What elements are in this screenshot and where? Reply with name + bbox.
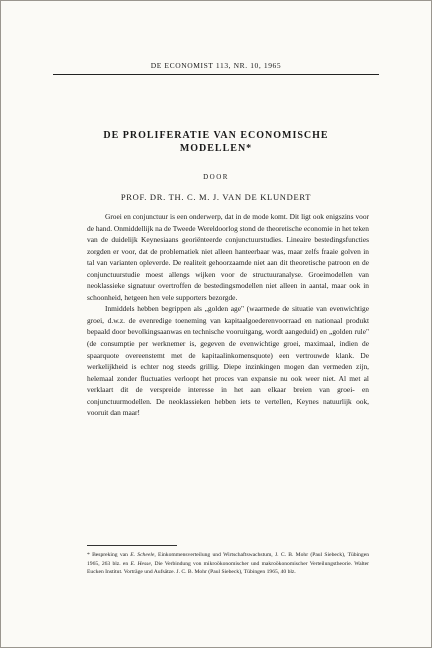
footnote-text-2: , Einkommensverteilung und Wirtschaftswachstum, J. C. B. Mohr (Paul Siebeck), Tübingen 1965, 263 blz. en — [87, 552, 370, 567]
footnote-text-3: , Die Verbindung von mikroökonomischer und makroökonomischer Verteilungstheorie. Walter Eucken Institut. Vorträge und Aufsätze. J. C. B. Mohr (Paul Siebeck), Tübingen 1965, 40 blz. — [87, 560, 370, 576]
byline-door: DOOR — [203, 173, 229, 181]
author-name: PROF. DR. TH. C. M. J. VAN DE KLUNDERT — [120, 192, 312, 202]
footnote-text-1: Bespreking van — [89, 552, 131, 558]
paragraph-2: Inmiddels hebben begrippen als „golden age" (waarmede de situatie van evenwichtige groei, d.w.z. de evenredige toeneming van kapitaalgoederenvoorraad en nationaal produkt bepaald door bevolkingsaanwas en technische vooruitgang, wordt aangeduid) en „golden rule" (de consumptie per werknemer is, gegeven de evenwichtige groei, maximaal, indien de spaarquote overeenstemt met de kapitaalinkomensquote) een vertrouwde klank. De werkelijkheid is echter nog steeds grillig. Diepe inzinkingen mogen dan vermeden zijn, helemaal zonder fluctuaties verloopt het proces van expansie nu ook weer niet. Al met al verklaart dit de verspreide interesse in het aan elkaar breien van groei- en conjunctuurmodellen. De neoklassieken hebben iets te vertellen, Keynes natuurlijk ook, vooruit dan maar! — [87, 304, 369, 418]
article-title: DE PROLIFERATIE VAN ECONOMISCHE MODELLEN* — [103, 130, 329, 154]
footnote-author-1: E. Scheele — [130, 552, 155, 558]
footnote-marker: * — [87, 552, 90, 558]
article-body — [87, 211, 369, 419]
footnote-author-2: E. Hesse — [130, 560, 151, 567]
paragraph-1: Groei en conjunctuur is een onderwerp, dat in de mode komt. Dit ligt ook enigszins voor de hand. Onmiddellijk na de Tweede Wereldoorlog stond de theoretische economie in het teken van de duidelijk Keynesiaans georiënteerde conjunctuurstudies. Lineaire bestedingsfuncties zorgden er voor, dat de problematiek niet alleen hanteerbaar was, maar zelfs fraaie golven in tal van varianten opleverde. De realiteit gehoorzaamde niet aan dit theoretische patroon en de conjunctuurstudie moest allengs wijken voor de structuuranalyse. Groeimodellen van neoklassieke signatuur overtroffen de bestedingsmodellen niet alleen in aantal, maar ook in schoonheid, hetgeen hen vele supporters bezorgde. — [87, 212, 369, 302]
footnote — [87, 551, 369, 577]
footnote-rule — [87, 545, 177, 546]
running-head: DE ECONOMIST 113, NR. 10, 1965 — [53, 61, 379, 75]
